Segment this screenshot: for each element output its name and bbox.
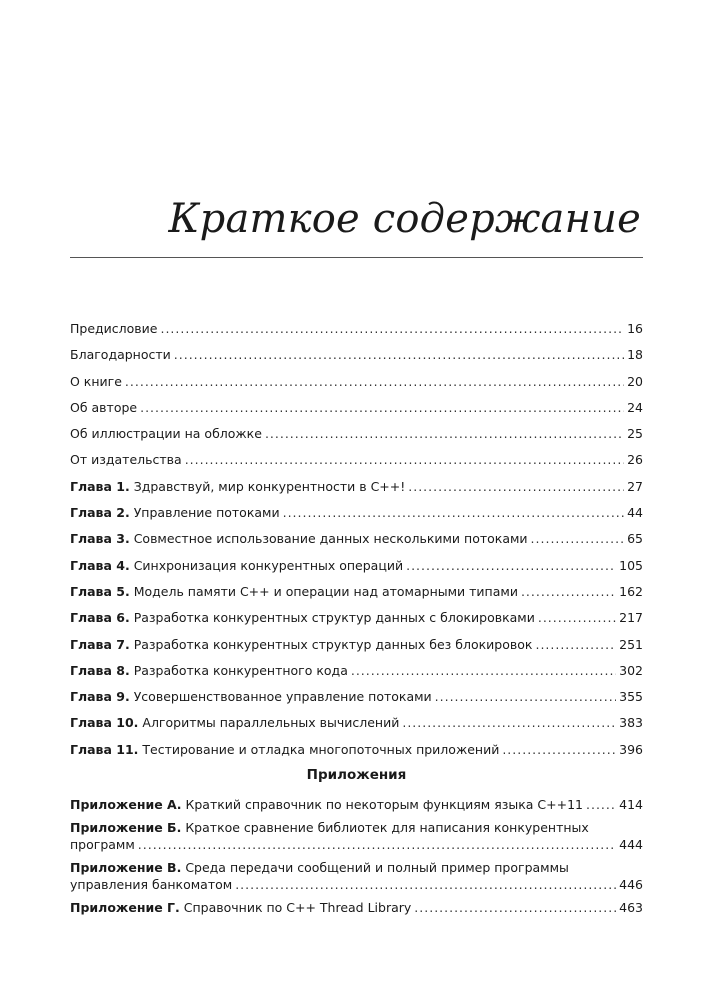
chapter-number: Глава 10.: [70, 715, 139, 731]
appendix-number: Приложение Б.: [70, 820, 182, 835]
chapter-title: Синхронизация конкурентных операций: [133, 557, 404, 573]
toc-entry-label: [70, 688, 432, 706]
leader-dots: [351, 662, 616, 680]
toc-entry-page: 65: [627, 531, 643, 547]
leader-dots: [435, 688, 616, 706]
toc-entry[interactable]: [70, 373, 643, 399]
toc-entry-label: [70, 557, 403, 575]
chapter-title: Разработка конкурентных структур данных с блокировками: [133, 610, 535, 626]
toc-entry-page: 20: [627, 373, 643, 389]
toc-entry-page: 251: [619, 636, 643, 652]
toc-entry-label: [70, 478, 405, 496]
chapter-title: Усовершенствованное управление потоками: [133, 689, 432, 705]
toc-appendix-entry[interactable]: [70, 796, 643, 813]
appendix-title: Краткий справочник по некоторым функциям языка C++11: [185, 797, 584, 812]
chapter-number: Глава 4.: [70, 557, 130, 573]
chapter-number: Глава 6.: [70, 610, 130, 626]
toc-entry-page: 463: [619, 900, 643, 915]
toc-entry-label: [70, 714, 399, 732]
toc-entry-page: 16: [627, 321, 643, 336]
toc-list: [70, 320, 643, 767]
chapter-number: Глава 3.: [70, 531, 130, 547]
toc-entry-label: Об авторе: [70, 399, 138, 415]
leader-dots: [408, 478, 624, 496]
chapter-title: Разработка конкурентных структур данных без блокировок: [133, 636, 533, 652]
toc-entry-page: 27: [627, 478, 643, 494]
appendix-title: Краткое сравнение библиотек для написания конкурентных: [185, 820, 589, 835]
chapter-number: Глава 11.: [70, 741, 139, 757]
toc-entry-label: [70, 504, 280, 522]
toc-entry-page: 105: [619, 557, 643, 573]
toc-chapter-entry[interactable]: [70, 662, 643, 688]
toc-entry-page: 446: [619, 877, 643, 892]
leader-dots: [160, 320, 624, 338]
toc-entry-label: О книге: [70, 373, 122, 389]
leader-dots: [185, 451, 624, 469]
toc-entry-label: [70, 636, 532, 654]
toc-entry-label: Об иллюстрации на обложке: [70, 426, 262, 442]
toc-entry-page: 25: [627, 426, 643, 442]
page-title: Краткое содержание: [168, 196, 641, 242]
chapter-title: Здравствуй, мир конкурентности в C++!: [133, 478, 406, 494]
toc-chapter-entry[interactable]: [70, 557, 643, 583]
toc-entry-page: 44: [627, 505, 643, 521]
toc-entry-page: 444: [619, 837, 643, 852]
toc-entry-label: Предисловие: [70, 321, 158, 336]
toc-entry-page: 24: [627, 399, 643, 415]
toc-appendix-entry[interactable]: [70, 859, 643, 893]
toc-entry-label: [70, 819, 589, 836]
leader-dots: [235, 876, 616, 893]
toc-entry[interactable]: [70, 451, 643, 477]
toc-entry-page: 383: [619, 715, 643, 731]
toc-entry-page: 355: [619, 689, 643, 705]
leader-dots: [538, 609, 616, 627]
toc-entry[interactable]: [70, 425, 643, 451]
chapter-title: Управление потоками: [133, 505, 280, 521]
toc-chapter-entry[interactable]: [70, 609, 643, 635]
chapter-number: Глава 1.: [70, 478, 130, 494]
chapter-title: Алгоритмы параллельных вычислений: [142, 715, 400, 731]
appendix-title-continued: программ: [70, 837, 135, 852]
toc-entry-label: [70, 741, 499, 759]
leader-dots: [535, 636, 616, 654]
leader-dots: [174, 346, 624, 364]
toc-chapter-entry[interactable]: [70, 530, 643, 556]
appendix-title: Справочник по C++ Thread Library: [183, 900, 412, 915]
toc-entry-label: [70, 609, 535, 627]
toc-chapter-entry[interactable]: [70, 504, 643, 530]
toc-chapter-entry[interactable]: [70, 478, 643, 504]
toc-entry[interactable]: [70, 399, 643, 425]
toc-entry[interactable]: [70, 346, 643, 372]
toc-chapter-entry[interactable]: [70, 583, 643, 609]
leader-dots: [502, 741, 616, 759]
leader-dots: [283, 504, 625, 522]
appendix-number: Приложение А.: [70, 797, 182, 812]
leader-dots: [531, 530, 625, 548]
toc-chapter-entry[interactable]: [70, 714, 643, 740]
chapter-title: Тестирование и отладка многопоточных приложений: [142, 741, 500, 757]
leader-dots: [406, 557, 616, 575]
leader-dots: [125, 373, 624, 391]
toc-entry-page: 396: [619, 741, 643, 757]
toc-chapter-entry[interactable]: [70, 688, 643, 714]
chapter-number: Глава 9.: [70, 689, 130, 705]
toc-appendix-entry[interactable]: [70, 819, 643, 853]
chapter-title: Разработка конкурентного кода: [133, 662, 348, 678]
toc-entry-label: [70, 899, 411, 916]
appendix-number: Приложение В.: [70, 860, 182, 875]
chapter-title: Модель памяти C++ и операции над атомарными типами: [133, 583, 518, 599]
leader-dots: [140, 399, 624, 417]
toc-entry-page: 302: [619, 662, 643, 678]
chapter-number: Глава 7.: [70, 636, 130, 652]
toc-entry-label: [70, 796, 583, 813]
appendix-list: [70, 796, 643, 922]
appendix-number: Приложение Г.: [70, 900, 180, 915]
chapter-number: Глава 5.: [70, 583, 130, 599]
toc-entry-page: 217: [619, 610, 643, 626]
leader-dots: [138, 836, 616, 853]
toc-entry-label: [70, 662, 348, 680]
appendix-title-continued: управления банкоматом: [70, 877, 233, 892]
chapter-number: Глава 2.: [70, 505, 130, 521]
leader-dots: [402, 714, 616, 732]
leader-dots: [521, 583, 616, 601]
toc-entry-label: [70, 859, 569, 876]
toc-chapter-entry[interactable]: [70, 741, 643, 767]
appendix-title: Среда передачи сообщений и полный пример программы: [185, 860, 569, 875]
toc-entry[interactable]: [70, 320, 643, 346]
toc-chapter-entry[interactable]: [70, 636, 643, 662]
leader-dots: [586, 796, 616, 813]
toc-appendix-entry[interactable]: [70, 899, 643, 916]
leader-dots: [414, 899, 616, 916]
toc-entry-label: [70, 583, 518, 601]
toc-entry-label: Благодарности: [70, 347, 171, 363]
chapter-title: Совместное использование данных несколькими потоками: [133, 531, 528, 547]
appendices-heading: Приложения: [306, 767, 407, 783]
toc-entry-label: От издательства: [70, 452, 182, 468]
toc-entry-page: 414: [619, 797, 643, 812]
toc-entry-page: 18: [627, 347, 643, 363]
toc-entry-page: 162: [619, 583, 643, 599]
title-divider: [70, 257, 643, 258]
leader-dots: [265, 425, 624, 443]
toc-entry-label: [70, 530, 528, 548]
chapter-number: Глава 8.: [70, 662, 130, 678]
toc-entry-page: 26: [627, 452, 643, 468]
